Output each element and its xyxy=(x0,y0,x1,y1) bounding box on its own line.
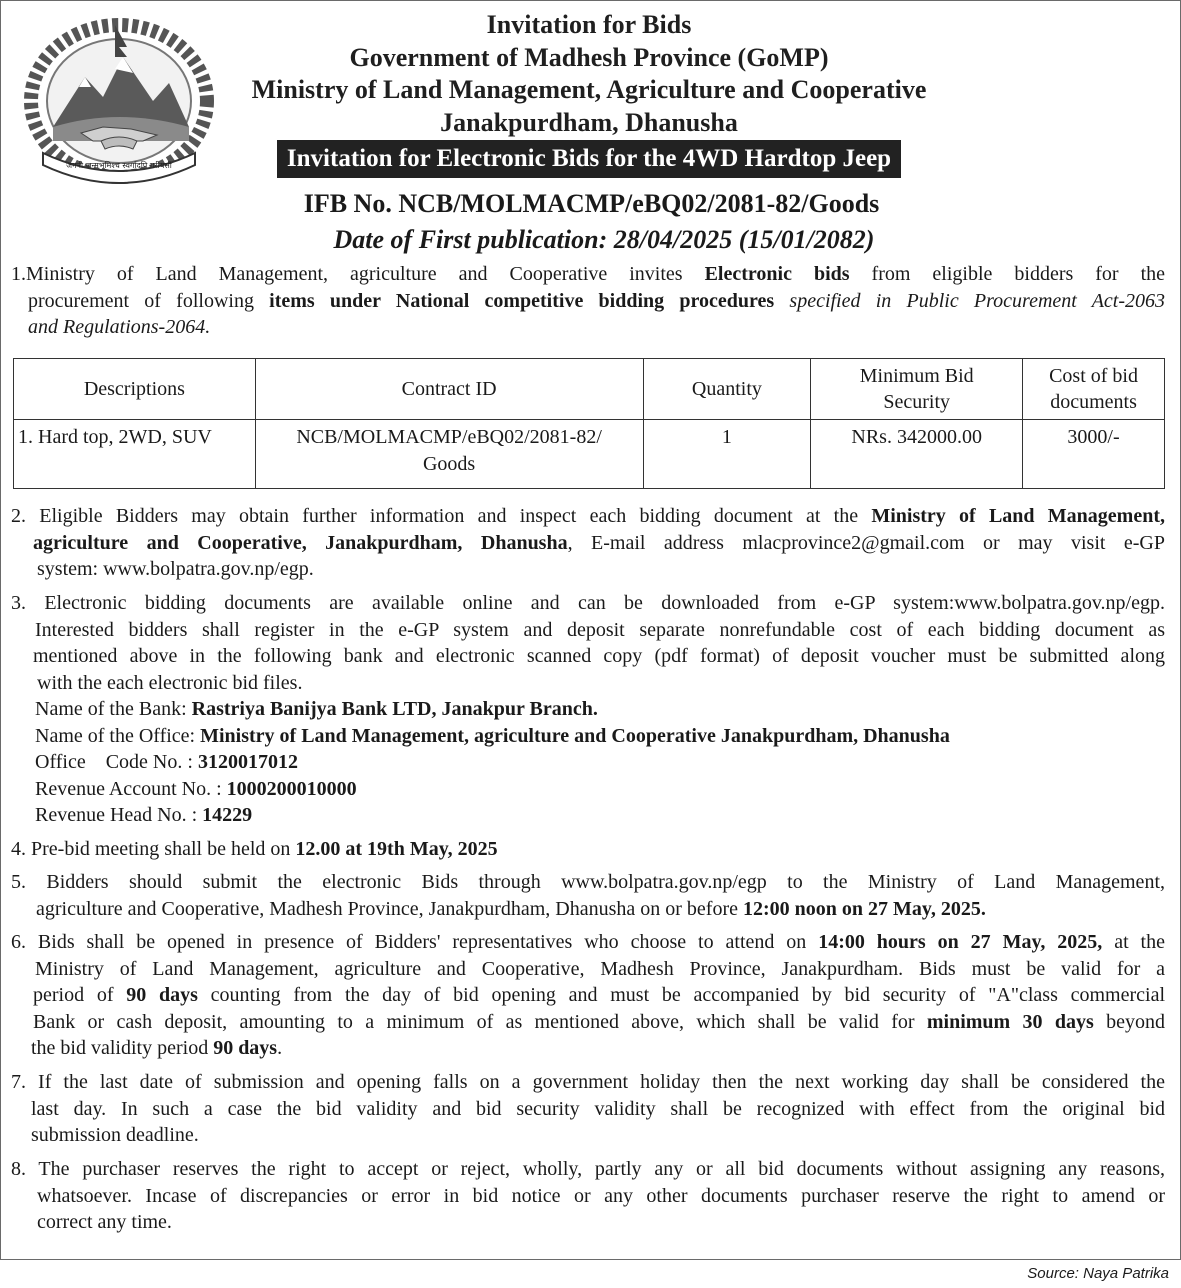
ministry-location: Janakpurdham, Dhanusha xyxy=(440,107,738,137)
p5-line-2: agriculture and Cooperative, Madhesh Province, Janakpurdham, Dhanusha on or before xyxy=(36,897,744,920)
emblem-motto: जननी जन्मभूमिश्च स्वर्गादपि गरीयसी xyxy=(66,161,172,170)
row-contract-id-line1: NCB/MOLMACMP/eBQ02/2081-82/ xyxy=(296,426,602,448)
p3-line-3: mentioned above in the following bank and electronic scanned copy (pdf format) of deposit voucher must be submitted along xyxy=(33,645,1165,667)
office-name-line xyxy=(11,723,1165,750)
p8-num: 8. xyxy=(11,1158,26,1180)
p1-num: 1. xyxy=(11,263,26,285)
row-description: 1. Hard top, 2WD, SUV xyxy=(14,420,256,489)
p5-num: 5. xyxy=(11,871,26,893)
p2-bold-a: Ministry of Land Management, xyxy=(871,505,1165,527)
row-contract-id-line2: Goods xyxy=(422,453,476,475)
paragraph-5 xyxy=(11,869,1165,922)
col-cost-line1: Cost of bid xyxy=(1049,365,1138,387)
p6-line-4a: Bank or cash deposit, amounting to a minimum of as mentioned above, which shall be valid for xyxy=(33,1010,927,1033)
office-value: Ministry of Land Management, agriculture and Cooperative Janakpurdham, Dhanusha xyxy=(200,724,950,747)
p4-text-a: Pre-bid meeting shall be held on xyxy=(26,838,296,860)
p1-italic-a: specified in Public Procurement Act-2063 xyxy=(774,289,1166,312)
col-contract-id: Contract ID xyxy=(255,359,643,420)
p6-line-3b: counting from the day of bid opening and must be accompanied by bid security of "A"class commercial xyxy=(197,984,1166,1006)
p4-bold: 12.00 at 19th May, 2025 xyxy=(295,838,498,860)
ministry-name: Ministry of Land Management, Agriculture and Cooperative xyxy=(251,75,927,104)
p6-bold-c: minimum 30 days xyxy=(926,1010,1094,1033)
p6-line-3a: period of xyxy=(33,984,127,1006)
p6-line-2: Ministry of Land Management, agriculture and Cooperative, Madhesh Province, Janakpurdham. Bids must be valid for a xyxy=(35,957,1165,980)
p8-line-3: correct any time. xyxy=(37,1211,172,1233)
col-min-bid-line2: Security xyxy=(883,391,951,413)
p3-line-4: with the each electronic bid files. xyxy=(37,671,303,694)
government-name: Government of Madhesh Province (GoMP) xyxy=(349,42,829,72)
p6-text-a: Bids shall be opened in presence of Bidders' representatives who choose to attend on xyxy=(26,931,819,953)
p8-line-1: The purchaser reserves the right to accept or reject, wholly, partly any or all bid documents without assigning any reasons, xyxy=(26,1158,1165,1180)
revenue-account-label: Revenue Account No. : xyxy=(35,777,227,800)
p6-line-5a: the bid validity period xyxy=(31,1037,214,1059)
p6-bold-d: 90 days xyxy=(213,1037,278,1059)
col-cost-line2: documents xyxy=(1050,391,1137,413)
bank-label: Name of the Bank: xyxy=(35,698,192,720)
p6-num: 6. xyxy=(11,931,26,953)
row-cost: 3000/- xyxy=(1023,420,1165,489)
publication-date: Date of First publication: 28/04/2025 (15/01/2082) xyxy=(333,225,875,254)
office-code-value: 3120017012 xyxy=(197,751,298,773)
col-descriptions: Descriptions xyxy=(14,359,256,420)
revenue-account-value: 1000200010000 xyxy=(226,777,357,800)
p6-line-4b: beyond xyxy=(1093,1010,1165,1033)
p6-text-c: at the xyxy=(1102,931,1165,953)
p1-italic-b: and Regulations-2064. xyxy=(28,316,211,338)
bid-items-table xyxy=(13,358,1165,489)
col-min-bid-line1: Minimum Bid xyxy=(859,365,974,387)
row-contract-id xyxy=(255,420,643,489)
ifb-number: IFB No. NCB/MOLMACMP/eBQ02/2081-82/Goods xyxy=(303,189,880,218)
revenue-account-line xyxy=(11,776,1165,803)
p1-bold-a: Electronic bids xyxy=(704,263,850,285)
revenue-head-line xyxy=(11,802,1165,829)
bank-name-line xyxy=(11,696,1165,723)
p6-bold-b: 90 days xyxy=(126,984,198,1006)
p2-text-a: Eligible Bidders may obtain further information and inspect each bidding document at the xyxy=(26,505,872,527)
table-row xyxy=(14,420,1165,489)
nepal-coat-of-arms-icon xyxy=(23,17,215,185)
p1-text-d: procurement of following xyxy=(28,289,270,312)
p7-line-1: If the last date of submission and opening falls on a government holiday then the next working day shall be considered the xyxy=(26,1071,1165,1093)
p3-num: 3. xyxy=(11,592,26,614)
paragraph-4 xyxy=(11,836,1165,863)
invitation-banner: Invitation for Electronic Bids for the 4WD Hardtop Jeep xyxy=(277,140,901,178)
col-cost-of-documents xyxy=(1023,359,1165,420)
p2-text-d: system: www.bolpatra.gov.np/egp. xyxy=(37,558,314,580)
p2-num: 2. xyxy=(11,505,26,527)
paragraph-7 xyxy=(11,1069,1165,1149)
p3-line-2: Interested bidders shall register in the e-GP system and deposit separate nonrefundable cost of each bidding document as xyxy=(35,618,1165,641)
p4-num: 4. xyxy=(11,838,26,860)
table-header-row xyxy=(14,359,1165,420)
p1-text-a: Ministry of Land Management, agriculture and Cooperative invites xyxy=(26,263,705,285)
paragraph-3 xyxy=(11,590,1165,829)
p8-line-2: whatsoever. Incase of discrepancies or error in bid notice or any other documents purchaser reserve the right to amend or xyxy=(37,1184,1165,1207)
bank-value: Rastriya Banijya Bank LTD, Janakpur Branch. xyxy=(191,698,598,720)
office-code-label: Office Code No. : xyxy=(35,751,198,773)
p7-line-3: submission deadline. xyxy=(31,1124,199,1146)
p5-line-1: Bidders should submit the electronic Bids through www.bolpatra.gov.np/egp to the Ministry of Land Management, xyxy=(26,871,1165,893)
revenue-head-value: 14229 xyxy=(202,804,253,826)
paragraph-2 xyxy=(11,503,1165,583)
office-label: Name of the Office: xyxy=(35,724,201,747)
paragraph-6 xyxy=(11,929,1165,1062)
row-min-bid-security: NRs. 342000.00 xyxy=(811,420,1023,489)
office-code-line xyxy=(11,749,1165,776)
p2-bold-b: agriculture and Cooperative, Janakpurdham, Dhanusha xyxy=(33,531,568,554)
p3-line-1: Electronic bidding documents are available online and can be downloaded from e-GP system:www.bolpatra.gov.np/egp. xyxy=(26,592,1165,614)
paragraph-8 xyxy=(11,1156,1165,1236)
paragraph-1 xyxy=(11,261,1165,341)
p7-num: 7. xyxy=(11,1071,26,1093)
p6-line-5b: . xyxy=(277,1037,283,1059)
notice-header xyxy=(201,9,977,178)
p5-bold: 12:00 noon on 27 May, 2025. xyxy=(743,897,986,920)
p6-bold-a: 14:00 hours on 27 May, 2025, xyxy=(818,931,1103,953)
revenue-head-label: Revenue Head No. : xyxy=(35,804,203,826)
p2-text-c: , E-mail address mlacprovince2@gmail.com or may visit e-GP xyxy=(567,531,1165,554)
row-quantity: 1 xyxy=(643,420,811,489)
col-min-bid-security xyxy=(811,359,1023,420)
notice-title: Invitation for Bids xyxy=(486,10,692,39)
p7-line-2: last day. In such a case the bid validity and bid security validity shall be recognized with effect from the original bid xyxy=(31,1097,1165,1120)
p1-text-c: from eligible bidders for the xyxy=(849,263,1165,285)
col-quantity: Quantity xyxy=(643,359,811,420)
p1-bold-b: items under National competitive bidding procedures xyxy=(269,289,775,312)
source-credit: Source: Naya Patrika xyxy=(1027,1265,1169,1282)
